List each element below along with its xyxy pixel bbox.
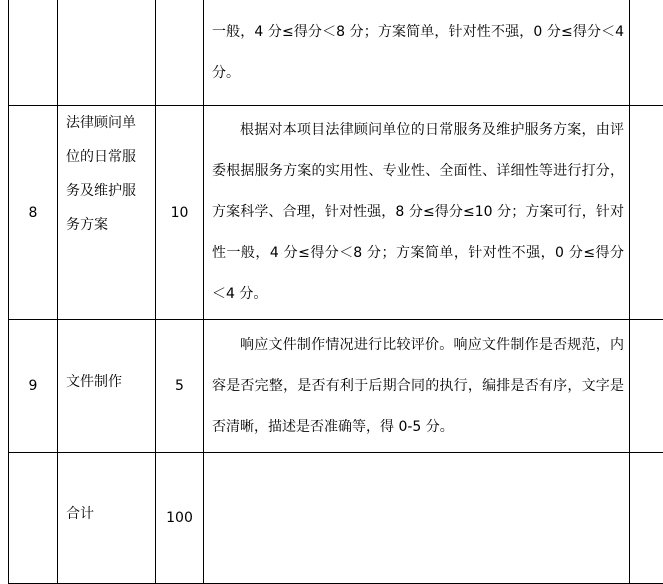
description-cell xyxy=(204,320,630,453)
item-cell xyxy=(58,0,156,106)
table-row xyxy=(9,320,663,453)
table-row xyxy=(9,106,663,320)
item-text: 文件制作 xyxy=(66,365,149,399)
row-number-cell xyxy=(9,0,58,106)
table-row xyxy=(9,0,663,106)
description-text: 根据对本项目法律顾问单位的日常服务及维护服务方案，由评委根据服务方案的实用性、专业性、全面性、详细性等进行打分，方案科学、合理，针对性强，8 分≤得分≤10 分；方案可行，针对性一般，4 分≤得分＜8 分；方案简单，针对性不强，0 分≤得分＜4 分。 xyxy=(212,110,624,315)
description-cell xyxy=(204,106,630,320)
description-text: 一般，4 分≤得分＜8 分；方案简单，针对性不强，0 分≤得分＜4 分。 xyxy=(212,12,624,94)
item-cell xyxy=(58,106,156,320)
score-cell xyxy=(156,0,204,106)
row-number-cell: 8 xyxy=(9,106,58,320)
item-text: 合计 xyxy=(66,497,149,531)
item-text: 法律顾问单位的日常服务及维护服务方案 xyxy=(66,106,149,242)
score-cell: 10 xyxy=(156,106,204,320)
remarks-cell xyxy=(630,106,663,320)
remarks-cell xyxy=(630,320,663,453)
description-cell xyxy=(204,0,630,106)
description-text: 响应文件制作情况进行比较评价。响应文件制作是否规范，内容是否完整，是否有利于后期合同的执行，编排是否有序，文字是否清晰，描述是否准确等，得 0-5 分。 xyxy=(212,325,624,448)
item-cell xyxy=(58,320,156,453)
score-cell: 100 xyxy=(156,453,204,584)
score-cell: 5 xyxy=(156,320,204,453)
row-number-cell: 9 xyxy=(9,320,58,453)
remarks-cell xyxy=(630,0,663,106)
scoring-table xyxy=(8,0,663,584)
